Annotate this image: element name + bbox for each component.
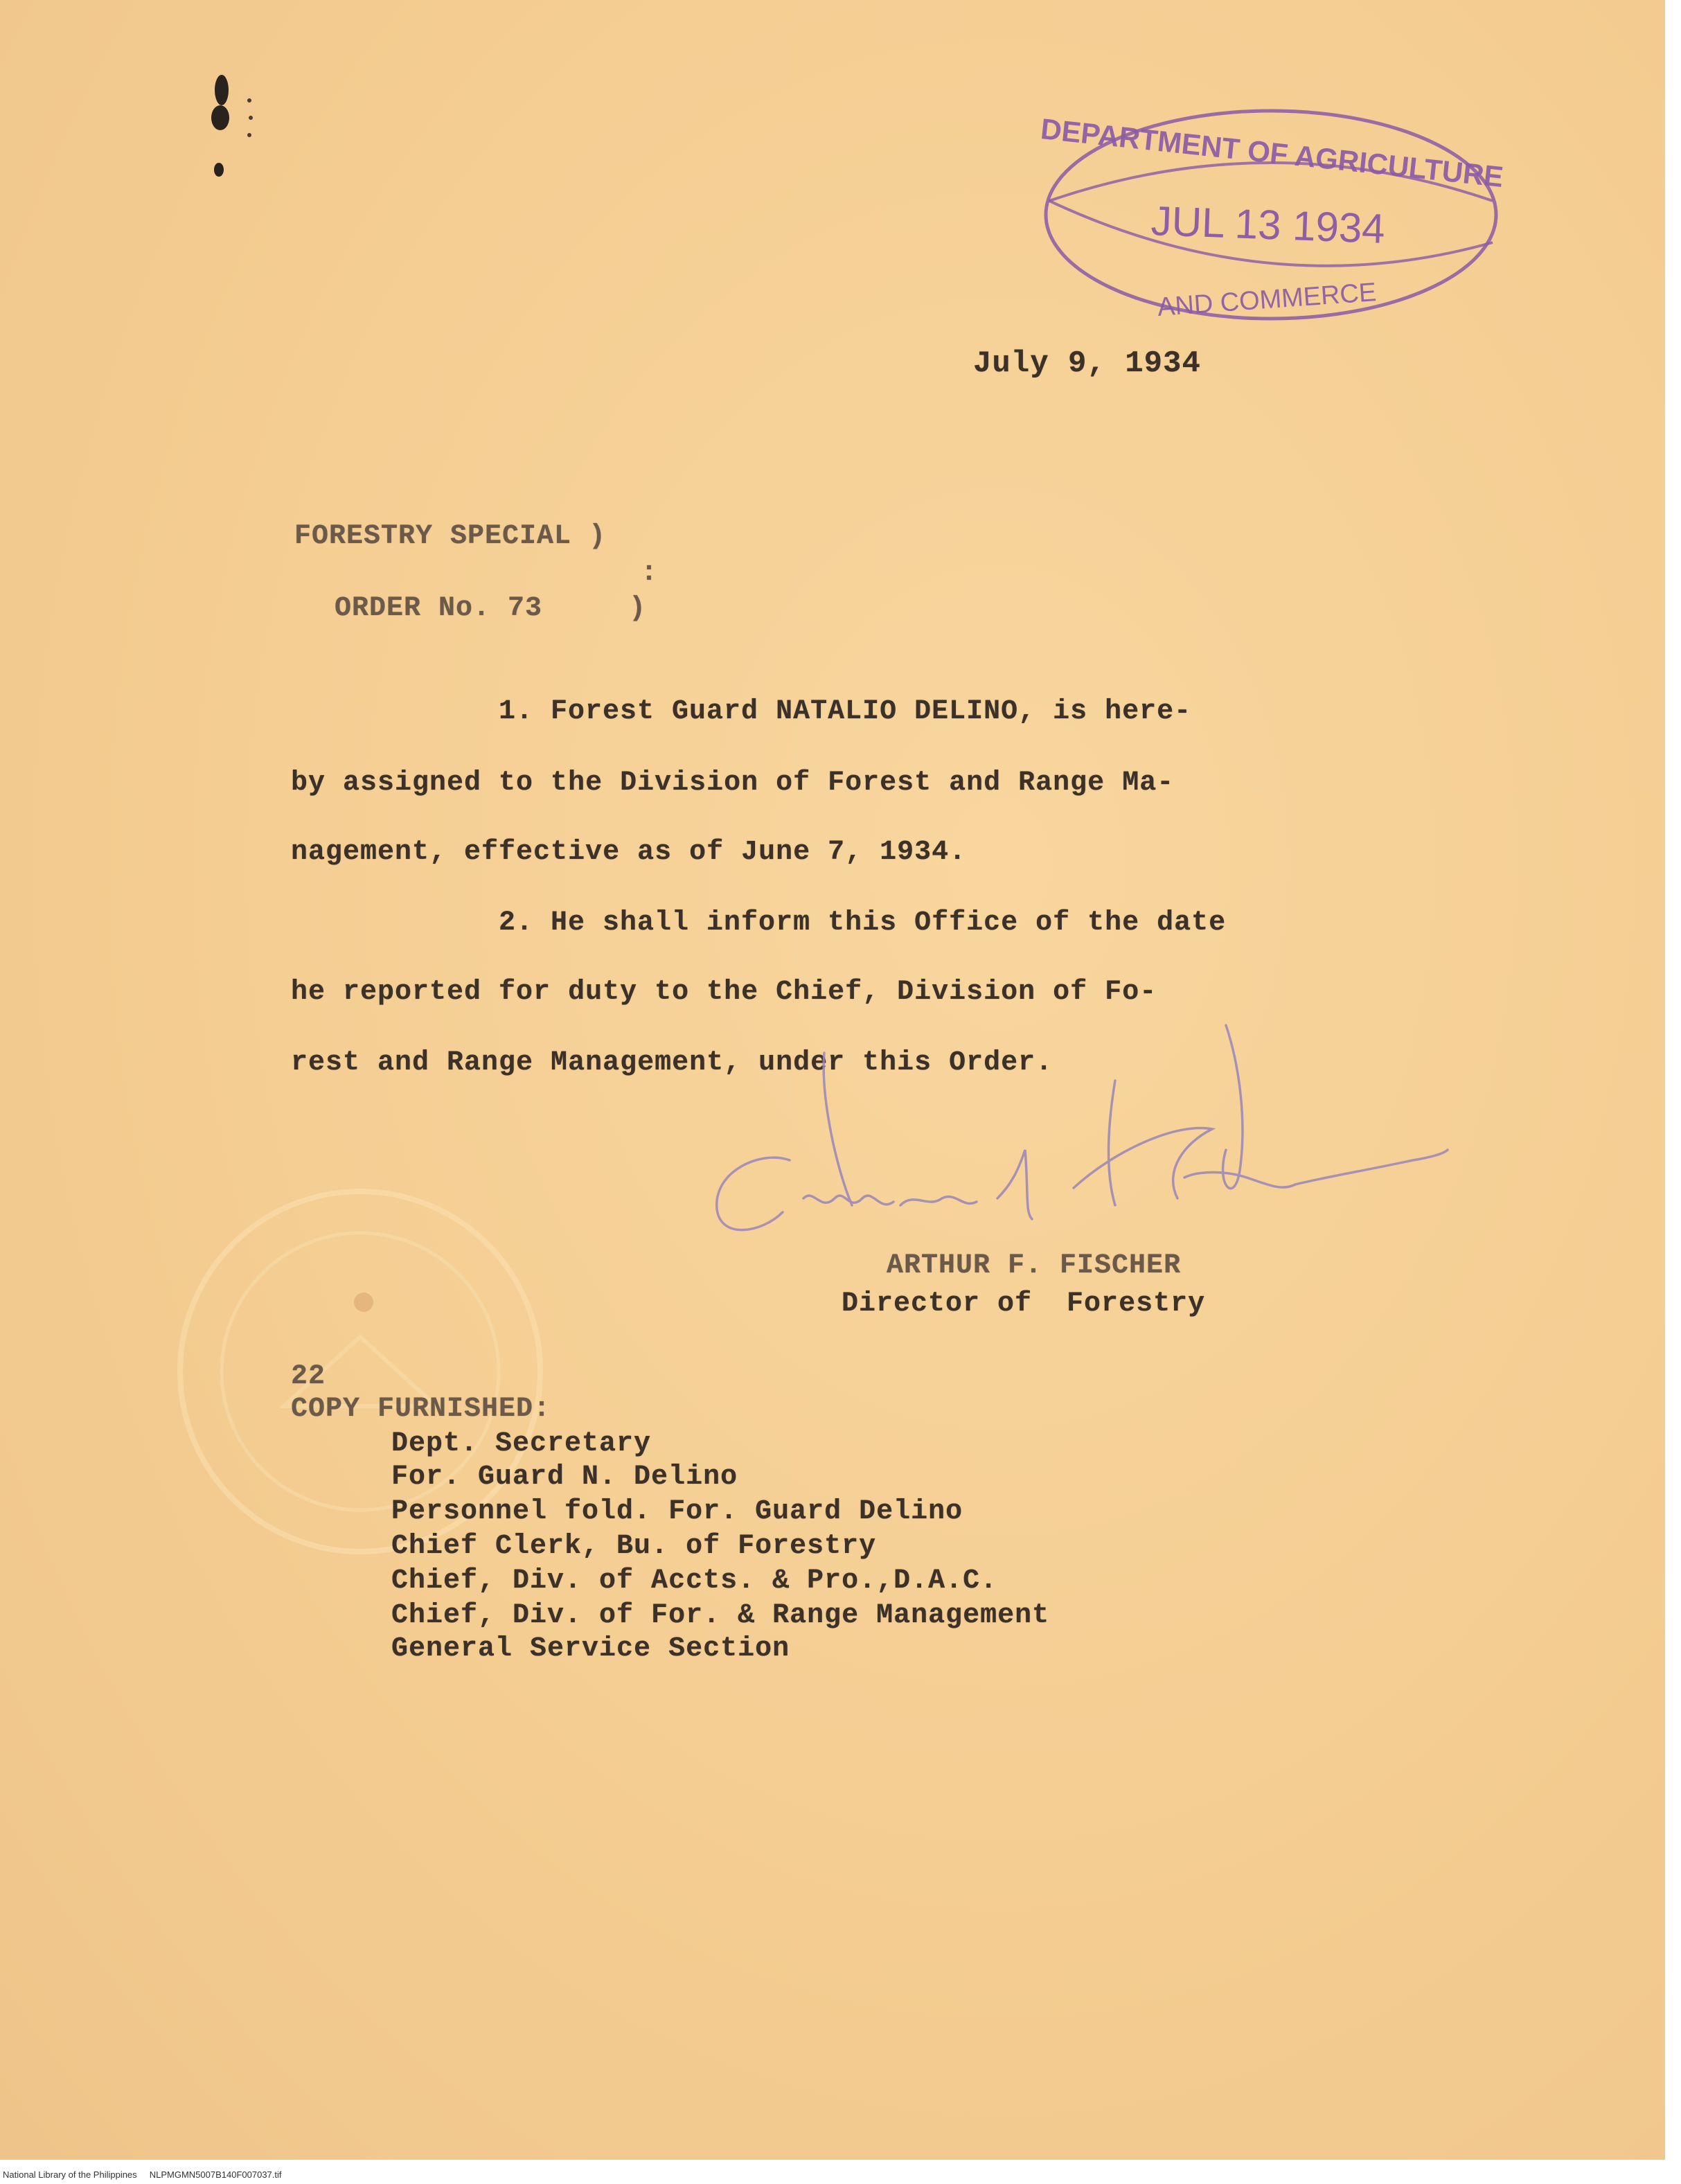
handwritten-signature	[700, 1011, 1455, 1261]
letter-date: July 9, 1934	[973, 346, 1201, 381]
footer-library: National Library of the Philippines	[3, 2169, 137, 2180]
recipient-item: Chief, Div. of For. & Range Management	[391, 1600, 1050, 1631]
order-heading-colon: :	[641, 558, 659, 589]
paragraph-1-line-1: 1. Forest Guard NATALIO DELINO, is here-	[499, 696, 1192, 727]
recipient-item: Dept. Secretary	[391, 1428, 652, 1459]
copy-furnished-label: COPY FURNISHED:	[291, 1394, 551, 1425]
recipient-item: General Service Section	[391, 1633, 790, 1664]
paragraph-2-line-2: he reported for duty to the Chief, Division of Fo-	[291, 977, 1157, 1008]
recipient-item: Chief, Div. of Accts. & Pro.,D.A.C.	[391, 1565, 998, 1597]
recipient-item: Chief Clerk, Bu. of Forestry	[391, 1531, 877, 1562]
footer-file: NLPMGMN5007B140F007037.tif	[149, 2169, 282, 2180]
stamp-top-text: DEPARTMENT OF AGRICULTURE	[1039, 112, 1505, 194]
order-heading-line1: FORESTRY SPECIAL )	[294, 521, 607, 552]
signatory-name: ARTHUR F. FISCHER	[887, 1250, 1182, 1281]
paragraph-1-line-2: by assigned to the Division of Forest and Range Ma-	[291, 767, 1175, 799]
paragraph-2-line-1: 2. He shall inform this Office of the date	[499, 907, 1227, 939]
recipient-item: For. Guard N. Delino	[391, 1462, 738, 1493]
reference-number: 22	[291, 1361, 326, 1392]
scan-footer	[3, 2169, 282, 2180]
stamp-date: JUL 13 1934	[1150, 197, 1386, 252]
signatory-title: Director of Forestry	[842, 1288, 1206, 1320]
paragraph-2-line-3: rest and Range Management, under this Order.	[291, 1047, 1053, 1078]
recipient-item: Personnel fold. For. Guard Delino	[391, 1496, 963, 1527]
stamp-bottom-text: AND COMMERCE	[1156, 278, 1378, 323]
received-stamp	[1035, 97, 1506, 332]
paragraph-1-line-3: nagement, effective as of June 7, 1934.	[291, 837, 967, 868]
order-heading-line2: ORDER No. 73 )	[335, 593, 647, 624]
ink-mark	[194, 42, 277, 194]
